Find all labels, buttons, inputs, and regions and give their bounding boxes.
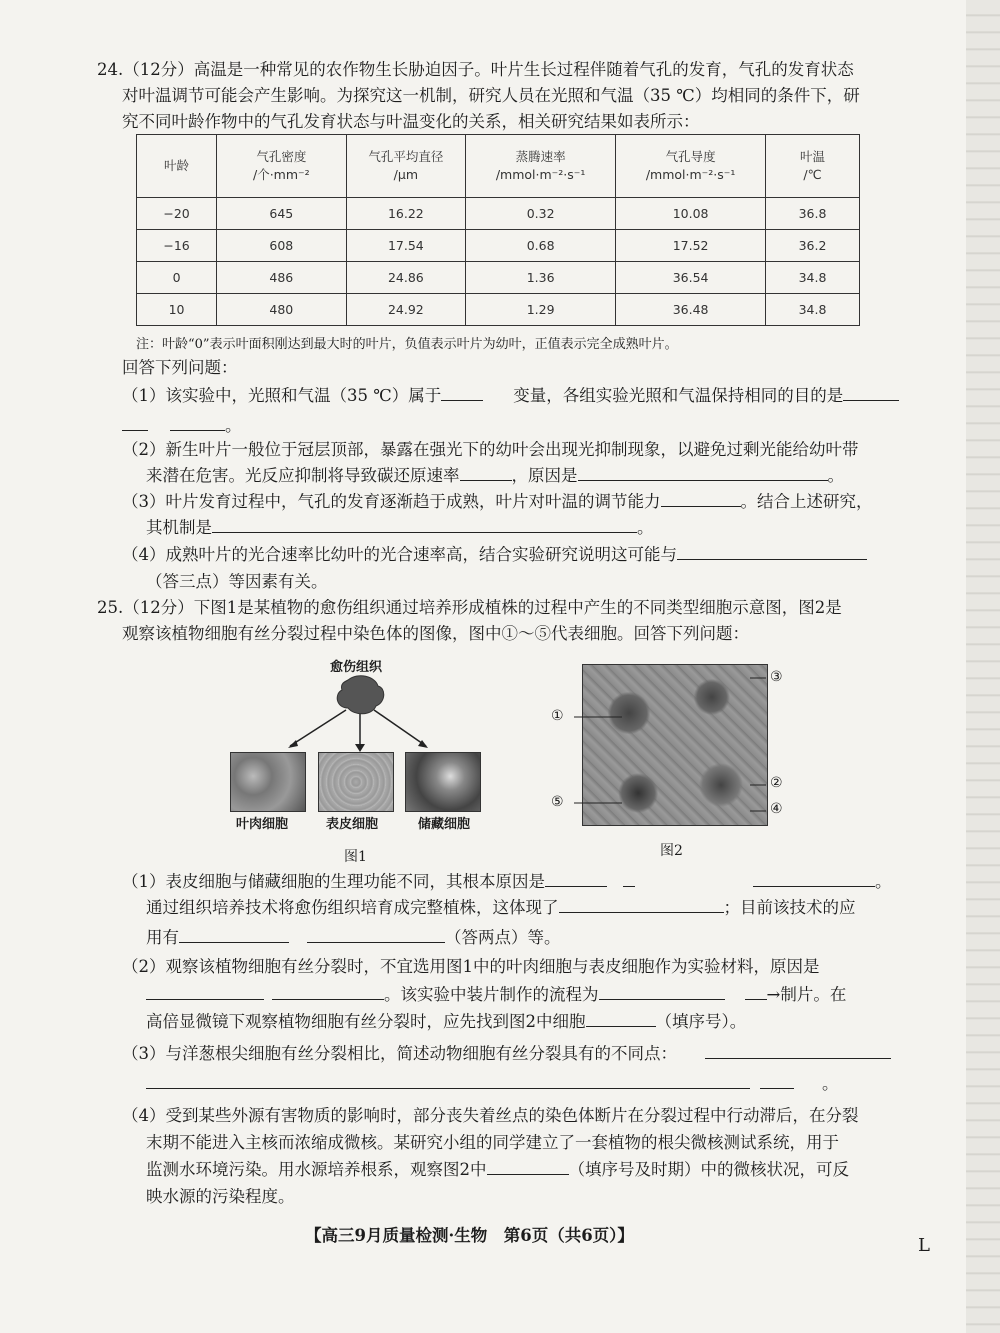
table-cell: 608 (217, 230, 346, 262)
q25-part2-line3: 高倍显微镜下观察植物细胞有丝分裂时，应先找到图2中细胞 （填序号）。 (146, 1012, 747, 1031)
table-cell: −20 (137, 198, 217, 230)
table-cell: 10.08 (616, 198, 766, 230)
table-row (137, 294, 860, 326)
page-edge-shadow (966, 0, 1000, 1333)
q25-line-1: 25.（12分）下图1是某植物的愈伤组织通过培养形成植株的过程中产生的不同类型细胞示意图，图2是 (97, 598, 842, 617)
q25-part1-line3: 用有 （答两点）等。 (146, 928, 561, 947)
fig2-leader-lines (560, 664, 800, 824)
answer-blank[interactable] (170, 414, 225, 431)
answer-blank[interactable] (578, 464, 828, 481)
table-cell: 16.22 (346, 198, 466, 230)
epidermal-cell-image (318, 752, 394, 812)
table-cell: 486 (217, 262, 346, 294)
answer-blank[interactable] (545, 870, 607, 887)
q25-line-2: 观察该植物细胞有丝分裂过程中染色体的图像，图中①～⑤代表细胞。回答下列问题： (122, 624, 749, 643)
answer-blank[interactable] (760, 1072, 794, 1089)
callus-shape (337, 676, 384, 714)
answer-blank[interactable] (599, 983, 725, 1000)
q25-part2-line2: 。该实验中装片制作的流程为 →制片。在 (146, 983, 846, 1007)
table-header-row (137, 135, 860, 198)
table-row (137, 262, 860, 294)
answer-blank[interactable] (146, 983, 264, 1000)
q24-line-3: 究不同叶龄作物中的气孔发育状态与叶温变化的关系，相关研究结果如表所示： (122, 112, 700, 131)
header-stomatal-density: 气孔密度 /个·mm⁻² (217, 135, 346, 198)
q24-part1-cont: 。 (122, 414, 242, 438)
table-cell: 24.92 (346, 294, 466, 326)
table-cell: 1.29 (466, 294, 616, 326)
answer-blank[interactable] (753, 870, 875, 887)
table-cell: −16 (137, 230, 217, 262)
answer-blank[interactable] (559, 896, 724, 913)
answer-blank[interactable] (487, 1158, 569, 1175)
fig2-label-3: ③ (770, 669, 783, 685)
fig2-label-2: ② (770, 775, 783, 791)
table-cell: 0.68 (466, 230, 616, 262)
table-cell: 0.32 (466, 198, 616, 230)
q25-part4-line4: 映水源的污染程度。 (146, 1187, 295, 1206)
answer-blank[interactable] (146, 1072, 750, 1089)
q25-part1-line1: （1）表皮细胞与储藏细胞的生理功能不同，其根本原因是 。 (122, 872, 892, 891)
q25-part4-line2: 末期不能进入主核而浓缩成微核。某研究小组的同学建立了一套植物的根尖微核测试系统，用于 (146, 1133, 839, 1152)
q25-part3-line2: 。 (146, 1072, 839, 1096)
answer-blank[interactable] (441, 384, 483, 401)
q25-part4-line1: （4）受到某些外源有害物质的影响时，部分丧失着丝点的染色体断片在分裂过程中行动滞后，在分裂 (122, 1106, 859, 1125)
table-row (137, 198, 860, 230)
header-stomatal-conductance: 气孔导度 /mmol·m⁻²·s⁻¹ (616, 135, 766, 198)
table-cell: 10 (137, 294, 217, 326)
table-cell: 17.54 (346, 230, 466, 262)
q24-line-1: 24.（12分）高温是一种常见的农作物生长胁迫因子。叶片生长过程伴随着气孔的发育，气孔的发育状态 (97, 60, 854, 79)
q25-part2-line1: （2）观察该植物细胞有丝分裂时，不宜选用图1中的叶肉细胞与表皮细胞作为实验材料，原因是 (122, 957, 820, 976)
table-cell: 36.54 (616, 262, 766, 294)
fig2-caption: 图2 (660, 843, 683, 859)
storage-cell-image (405, 752, 481, 812)
arrow-to-storage (374, 710, 426, 746)
answer-blank[interactable] (212, 516, 637, 533)
stomata-data-table (136, 134, 860, 326)
table-cell: 34.8 (766, 262, 860, 294)
q25-part1-line2: 通过组织培养技术将愈伤组织培育成完整植株，这体现了 ；目前该技术的应 (146, 898, 856, 917)
fig1-callus-label: 愈伤组织 (330, 660, 383, 675)
answer-blank[interactable] (586, 1010, 656, 1027)
table-cell: 1.36 (466, 262, 616, 294)
q24-part3-line1: （3）叶片发育过程中，气孔的发育逐渐趋于成熟，叶片对叶温的调节能力 。结合上述研究， (122, 492, 873, 511)
answer-blank[interactable] (307, 926, 445, 943)
answer-blank[interactable] (460, 464, 512, 481)
header-leaf-age: 叶龄 (137, 135, 217, 198)
table-row (137, 230, 860, 262)
q25-part4-line3: 监测水环境污染。用水源培养根系，观察图2中 （填序号及时期）中的微核状况，可反 (146, 1160, 849, 1179)
table-cell: 480 (217, 294, 346, 326)
fig1-diagram (230, 672, 490, 752)
page-footer: 【高三9月质量检测·生物 第6页（共6页）】 (305, 1226, 634, 1245)
table-cell: 17.52 (616, 230, 766, 262)
header-stomatal-diameter: 气孔平均直径 /μm (346, 135, 466, 198)
q24-part4-line2: （答三点）等因素有关。 (146, 572, 328, 591)
answer-blank[interactable] (623, 870, 635, 887)
mesophyll-cell-image (230, 752, 306, 812)
table-cell: 645 (217, 198, 346, 230)
table-cell: 0 (137, 262, 217, 294)
answer-blank[interactable] (661, 490, 741, 507)
fig1-label-mesophyll: 叶肉细胞 (236, 817, 289, 832)
table-cell: 36.48 (616, 294, 766, 326)
q25-part3-line1: （3）与洋葱根尖细胞有丝分裂相比，简述动物细胞有丝分裂具有的不同点： (122, 1042, 891, 1066)
answer-blank[interactable] (745, 983, 767, 1000)
fig1-caption: 图1 (344, 849, 367, 865)
q24-part2-line2: 来潜在危害。光反应抑制将导致碳还原速率 ，原因是 。 (146, 466, 844, 485)
q24-part2-line1: （2）新生叶片一般位于冠层顶部，暴露在强光下的幼叶会出现光抑制现象，以避免过剩光能给幼叶带 (122, 440, 859, 459)
fig1-label-epidermis: 表皮细胞 (326, 817, 379, 832)
q24-prompt: 回答下列问题： (122, 358, 238, 377)
q24-part3-line2: 其机制是 。 (146, 518, 654, 537)
fig2-label-5: ⑤ (551, 794, 564, 810)
corner-mark: L (918, 1235, 930, 1256)
answer-blank[interactable] (272, 983, 384, 1000)
table-note: 注：叶龄“0”表示叶面积刚达到最大时的叶片，负值表示叶片为幼叶，正值表示完全成熟叶片。 (136, 337, 678, 352)
arrow-to-mesophyll (290, 710, 346, 746)
answer-blank[interactable] (677, 543, 867, 560)
answer-blank[interactable] (179, 926, 289, 943)
table-cell: 36.8 (766, 198, 860, 230)
answer-blank[interactable] (705, 1042, 891, 1059)
answer-blank[interactable] (843, 384, 899, 401)
q24-line-2: 对叶温调节可能会产生影响。为探究这一机制，研究人员在光照和气温（35 ℃）均相同的条件下，研 (122, 86, 860, 105)
table-cell: 36.2 (766, 230, 860, 262)
header-leaf-temperature: 叶温 /℃ (766, 135, 860, 198)
fig1-label-storage: 储藏细胞 (418, 817, 471, 832)
fig2-label-4: ④ (770, 801, 783, 817)
q24-part1: （1）该实验中，光照和气温（35 ℃）属于 变量，各组实验光照和气温保持相同的目的是 (122, 384, 899, 408)
header-transpiration-rate: 蒸腾速率 /mmol·m⁻²·s⁻¹ (466, 135, 616, 198)
answer-blank[interactable] (122, 414, 148, 431)
table-cell: 34.8 (766, 294, 860, 326)
table-cell: 24.86 (346, 262, 466, 294)
q24-part4-line1: （4）成熟叶片的光合速率比幼叶的光合速率高，结合实验研究说明这可能与 (122, 543, 867, 567)
fig2-label-1: ① (551, 708, 564, 724)
